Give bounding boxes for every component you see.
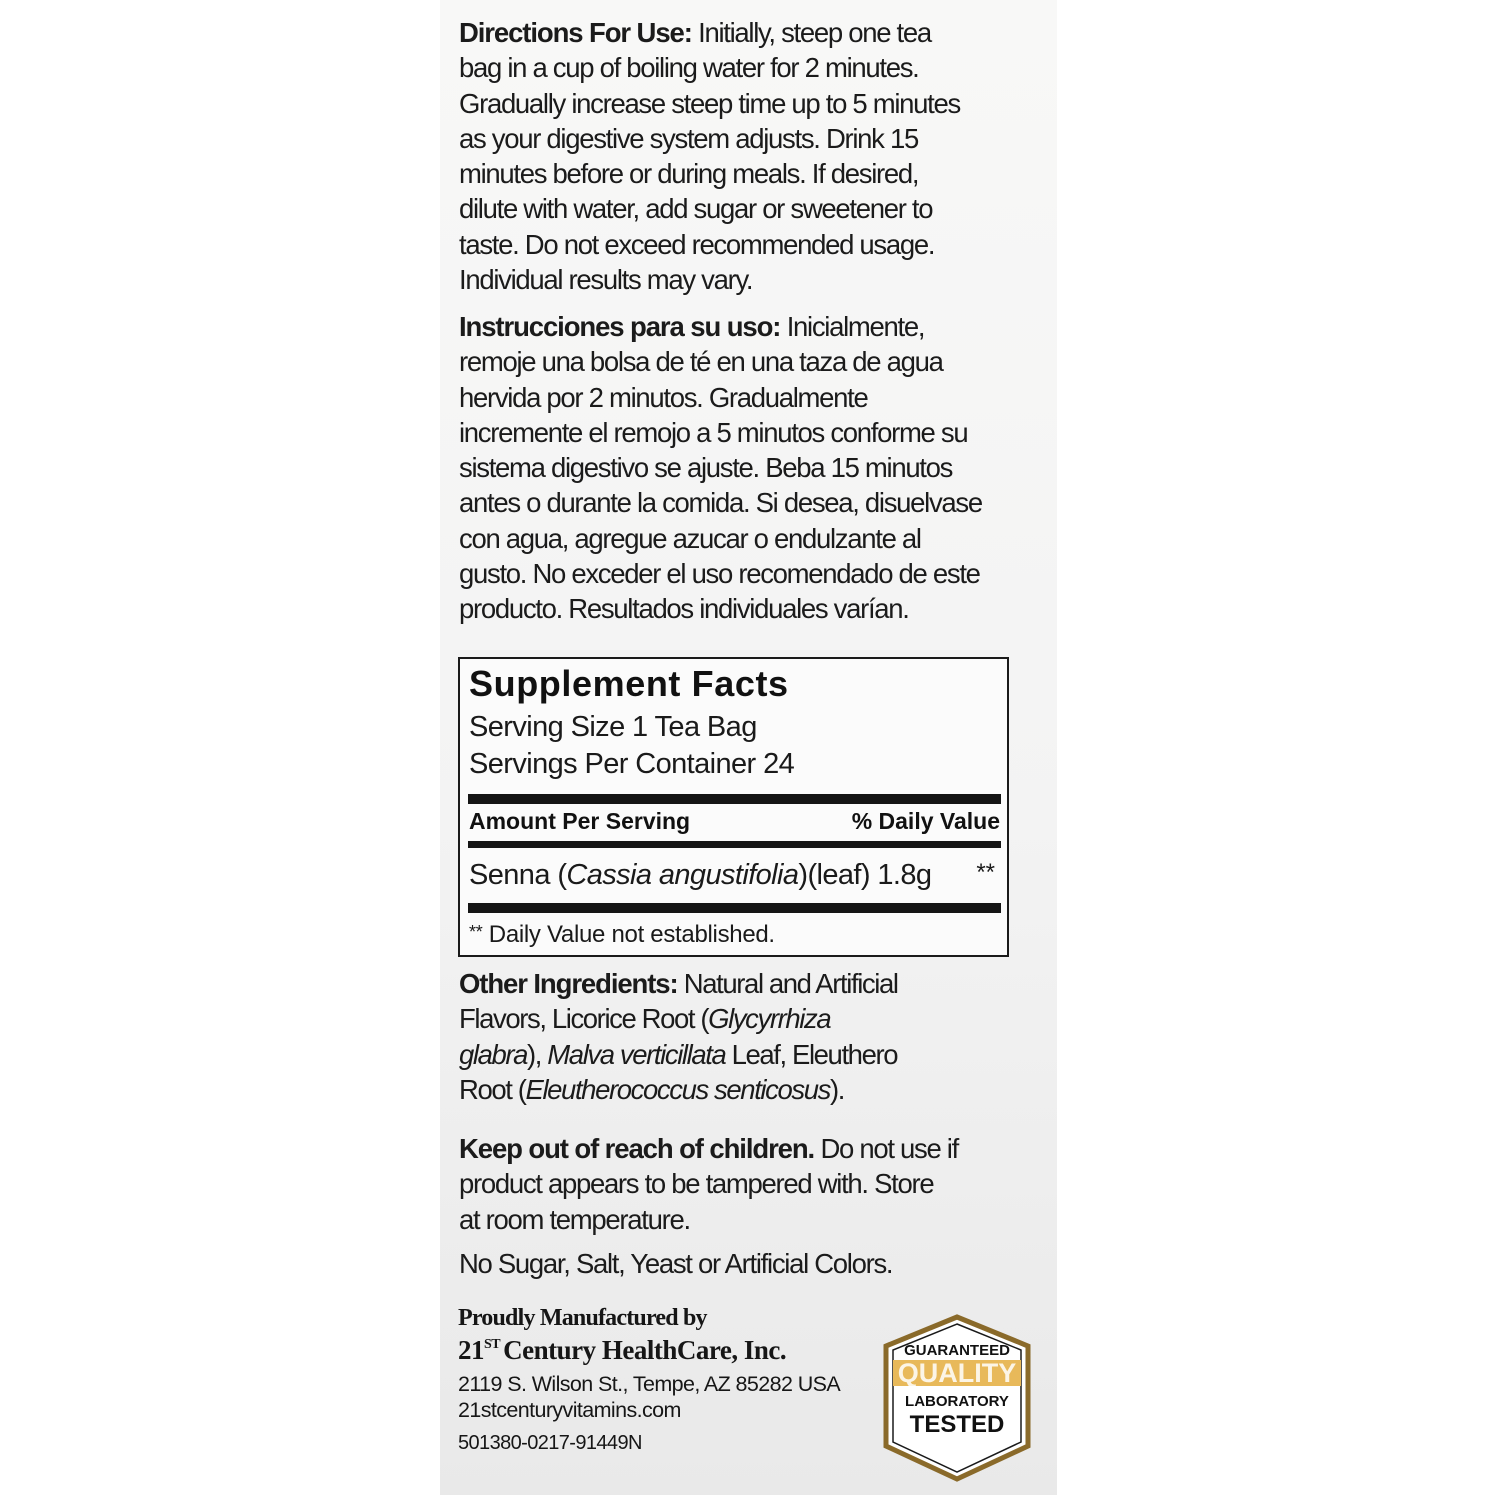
directions-label: Directions For Use: bbox=[459, 17, 692, 48]
svg-text:GUARANTEED: GUARANTEED bbox=[904, 1342, 1010, 1359]
svg-text:TESTED: TESTED bbox=[909, 1411, 1005, 1438]
instrucciones-para-su-uso: Instrucciones para su uso: Inicialmente, remoje una bolsa de té en una taza de agua hervida por 2 minutos. Gradualmente incremente el remojo a 5 minutos conforme su sistema digestivo se ajuste. Beba 15 minutos antes o durante la comida. Si desea, disuelvase con agua, agregue azucar o endulzante al gusto. No exceder el uso recomendado de este producto. Resultados individuales varían. bbox=[459, 311, 982, 625]
amount-per-serving-header: Amount Per Serving bbox=[469, 808, 691, 834]
company-website: 21stcenturyvitamins.com bbox=[458, 1398, 681, 1422]
daily-value-header: % Daily Value bbox=[851, 808, 1000, 834]
manufacturer-intro: Proudly Manufactured by bbox=[458, 1305, 707, 1331]
free-from-statement: No Sugar, Salt, Yeast or Artificial Colors. bbox=[459, 1248, 893, 1279]
ingredient-daily-value: ** bbox=[976, 859, 995, 886]
company-name: 21ST Century HealthCare, Inc. bbox=[458, 1335, 787, 1365]
directions-for-use: Directions For Use: Initially, steep one tea bag in a cup of boiling water for 2 minutes. Gradually increase steep time up to 5 minutes as your digestive system adjusts. Drink 15 minutes before or during meals. If desired, dilute with water, add sugar or sweetener to taste. Do not exceed recommended usage. Individual results may vary. bbox=[459, 17, 960, 296]
manufacturer-info bbox=[458, 1305, 840, 1455]
servings-per-container: Servings Per Container 24 bbox=[469, 748, 795, 780]
supplement-facts-title: Supplement Facts bbox=[469, 663, 789, 704]
supplement-facts-table bbox=[458, 657, 1009, 957]
svg-text:QUALITY: QUALITY bbox=[897, 1358, 1017, 1388]
divider-thick-bottom bbox=[468, 903, 1001, 913]
divider-thick bbox=[468, 794, 1001, 804]
product-label-panel bbox=[440, 0, 1057, 1495]
divider-medium bbox=[468, 841, 1001, 848]
warning-label: Keep out of reach of children. bbox=[459, 1133, 815, 1164]
other-ingredients: Other Ingredients: Natural and Artificial Flavors, Licorice Root (Glycyrrhiza glabra), Malva verticillata Leaf, Eleuthero Root (Eleutherococcus senticosus). bbox=[459, 968, 898, 1105]
quality-tested-badge-icon bbox=[883, 1314, 1031, 1482]
serving-size: Serving Size 1 Tea Bag bbox=[469, 711, 757, 743]
ingredient-row-senna: Senna (Cassia angustifolia)(leaf) 1.8g bbox=[469, 859, 932, 891]
daily-value-footnote: ** Daily Value not established. bbox=[469, 921, 775, 948]
other-ingredients-label: Other Ingredients: bbox=[459, 968, 678, 999]
svg-text:LABORATORY: LABORATORY bbox=[905, 1393, 1009, 1410]
company-address: 2119 S. Wilson St., Tempe, AZ 85282 USA bbox=[458, 1372, 841, 1396]
warning-text: Keep out of reach of children. Do not use if product appears to be tampered with. Store at room temperature. bbox=[459, 1133, 958, 1235]
instrucciones-label: Instrucciones para su uso: bbox=[459, 311, 781, 342]
product-code: 501380-0217-91449N bbox=[458, 1432, 642, 1454]
